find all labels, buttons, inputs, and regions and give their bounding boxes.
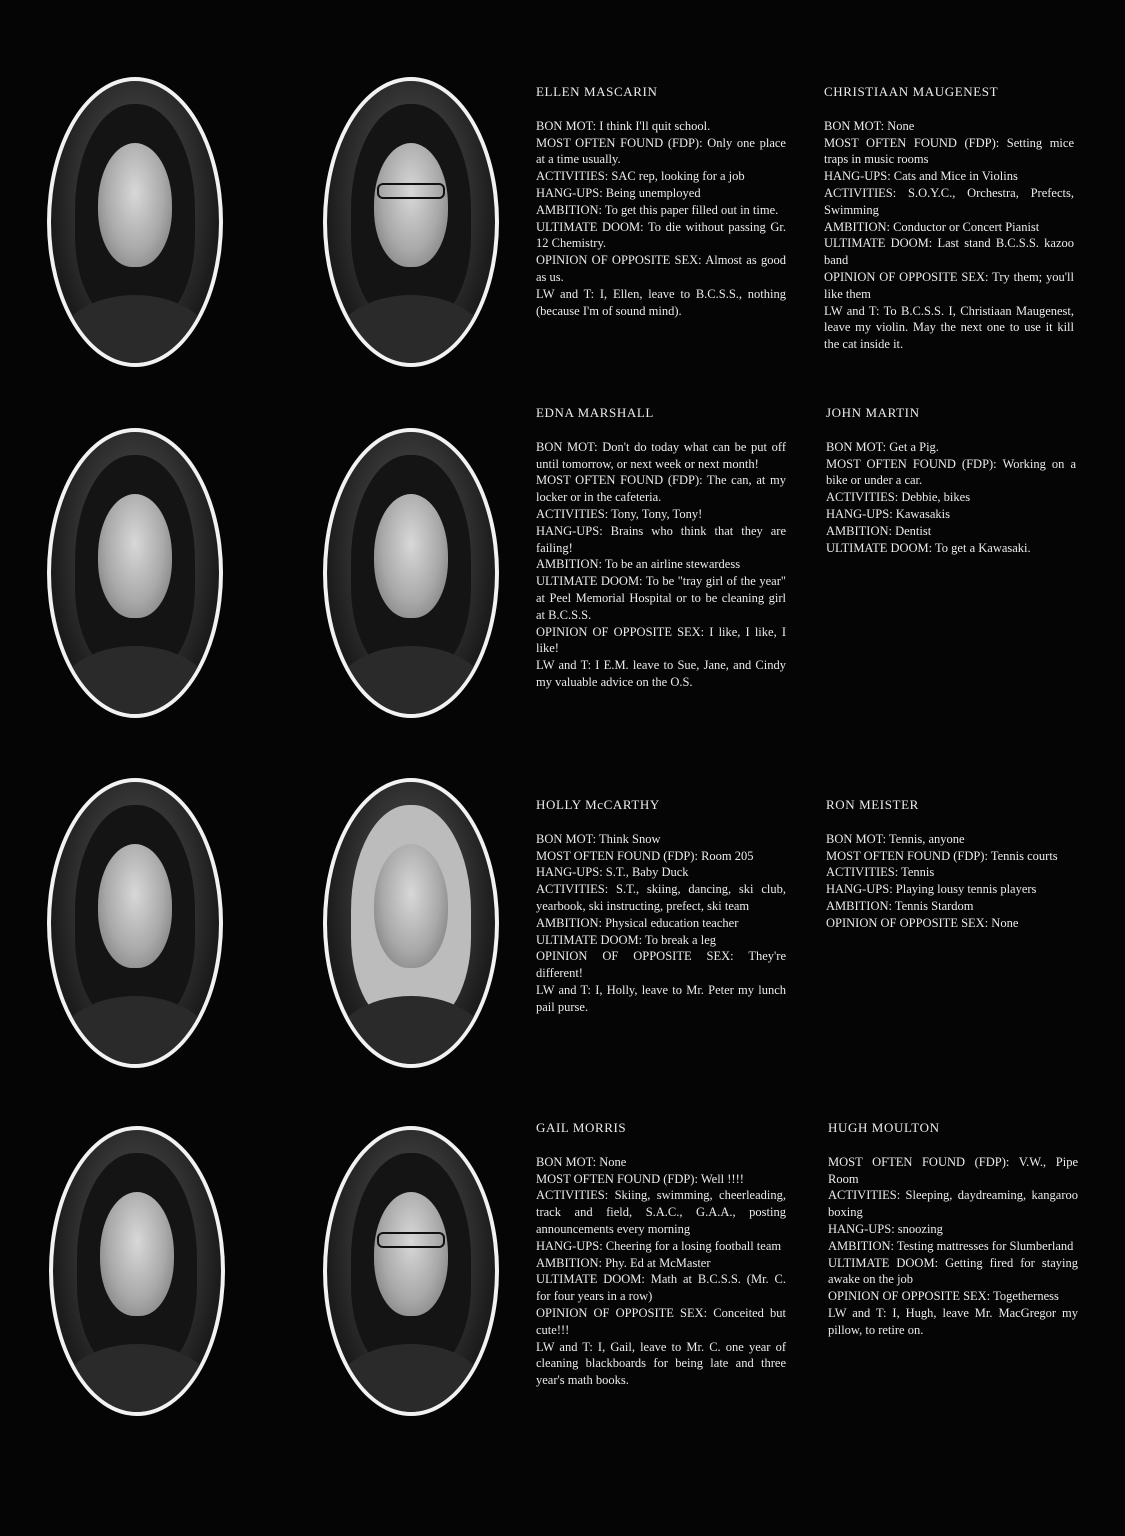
entry-line: LW and T: I, Hugh, leave Mr. MacGregor my pillow, to retire on. xyxy=(828,1305,1078,1337)
entry-line: HANG-UPS: Being unemployed xyxy=(536,185,701,200)
portrait-christiaan-maugenest xyxy=(323,77,499,367)
entry-line: BON MOT: None xyxy=(824,118,915,133)
entry-line: ACTIVITIES: Debbie, bikes xyxy=(826,490,971,505)
entry-line: ULTIMATE DOOM: To get a Kawasaki. xyxy=(826,540,1031,555)
entry-line: LW and T: I, Ellen, leave to B.C.S.S., nothing (because I'm of sound mind). xyxy=(536,286,786,318)
student-entry-holly-mccarthy xyxy=(536,797,786,1016)
student-entry-ellen-mascarin xyxy=(536,84,786,319)
portrait-edna-marshall xyxy=(47,428,223,718)
entry-line: ACTIVITIES: Tony, Tony, Tony! xyxy=(536,506,703,521)
entry-line: BON MOT: Get a Pig. xyxy=(826,439,939,454)
portrait-holly-mccarthy xyxy=(47,778,223,1068)
entry-line: ULTIMATE DOOM: Last stand B.C.S.S. kazoo band xyxy=(824,236,1074,268)
student-name: RON MEISTER xyxy=(826,797,919,812)
student-name: HOLLY McCARTHY xyxy=(536,797,660,812)
entry-line: ULTIMATE DOOM: To be "tray girl of the year" at Peel Memorial Hospital or to be cleaning girl at B.C.S.S. xyxy=(536,574,786,622)
entry-line: ACTIVITIES: S.O.Y.C., Orchestra, Prefects, Swimming xyxy=(824,185,1074,217)
entry-line: AMBITION: Dentist xyxy=(826,523,932,538)
student-entry-hugh-moulton xyxy=(828,1120,1078,1339)
entry-line: OPINION OF OPPOSITE SEX: Almost as good as us. xyxy=(536,253,786,284)
entry-line: AMBITION: Physical education teacher xyxy=(536,915,739,930)
portrait-ron-meister xyxy=(323,778,499,1068)
entry-line: BON MOT: Don't do today what can be put off until tomorrow, or next week or next month! xyxy=(536,439,786,471)
entry-line: OPINION OF OPPOSITE SEX: They're different! xyxy=(536,949,786,981)
entry-line: LW and T: I, Holly, leave to Mr. Peter my lunch pail purse. xyxy=(536,982,786,1014)
entry-line: BON MOT: Think Snow xyxy=(536,831,661,846)
student-entry-gail-morris xyxy=(536,1120,786,1389)
entry-line: MOST OFTEN FOUND (FDP): Tennis courts xyxy=(826,848,1058,863)
entry-line: AMBITION: Conductor or Concert Pianist xyxy=(824,219,1040,234)
entry-line: ULTIMATE DOOM: To break a leg xyxy=(536,932,716,947)
entry-line: ACTIVITIES: Tennis xyxy=(826,865,935,880)
entry-line: LW and T: I E.M. leave to Sue, Jane, and Cindy my valuable advice on the O.S. xyxy=(536,658,786,689)
entry-line: ULTIMATE DOOM: Getting fired for staying awake on the job xyxy=(828,1255,1078,1287)
student-entry-edna-marshall xyxy=(536,405,786,691)
portrait-john-martin xyxy=(323,428,499,718)
entry-line: ACTIVITIES: S.T., skiing, dancing, ski club, yearbook, ski instructing, prefect, ski team xyxy=(536,882,786,913)
student-name: GAIL MORRIS xyxy=(536,1120,627,1135)
entry-line: OPINION OF OPPOSITE SEX: Try them; you'll like them xyxy=(824,269,1074,301)
portrait-ellen-mascarin xyxy=(47,77,223,367)
entry-line: BON MOT: None xyxy=(536,1154,627,1169)
entry-line: ULTIMATE DOOM: Math at B.C.S.S. (Mr. C. for four years in a row) xyxy=(536,1272,786,1304)
entry-line: HANG-UPS: Cats and Mice in Violins xyxy=(824,169,1018,184)
entry-line: ACTIVITIES: SAC rep, looking for a job xyxy=(536,169,745,184)
entry-line: MOST OFTEN FOUND (FDP): Working on a bike or under a car. xyxy=(826,456,1076,488)
entry-line: BON MOT: I think I'll quit school. xyxy=(536,118,711,133)
student-name: HUGH MOULTON xyxy=(828,1120,940,1135)
entry-line: HANG-UPS: snoozing xyxy=(828,1221,943,1236)
entry-line: ACTIVITIES: Skiing, swimming, cheerleading, track and field, S.A.C., G.A.A., posting announcements every morning xyxy=(536,1188,786,1236)
entry-line: OPINION OF OPPOSITE SEX: Conceited but cute!!! xyxy=(536,1305,786,1337)
student-name: JOHN MARTIN xyxy=(826,405,920,420)
entry-line: HANG-UPS: S.T., Baby Duck xyxy=(536,865,689,880)
student-name: CHRISTIAAN MAUGENEST xyxy=(824,84,999,99)
entry-line: AMBITION: To be an airline stewardess xyxy=(536,557,741,572)
entry-line: ULTIMATE DOOM: To die without passing Gr. 12 Chemistry. xyxy=(536,219,786,251)
entry-line: LW and T: I, Gail, leave to Mr. C. one year of cleaning blackboards for being late and three year's math books. xyxy=(536,1339,786,1388)
entry-line: HANG-UPS: Kawasakis xyxy=(826,506,950,521)
entry-line: AMBITION: Testing mattresses for Slumberland xyxy=(828,1238,1074,1253)
entry-line: HANG-UPS: Playing lousy tennis players xyxy=(826,882,1037,897)
student-entry-christiaan-maugenest xyxy=(824,84,1074,353)
entry-line: MOST OFTEN FOUND (FDP): Well !!!! xyxy=(536,1171,744,1186)
entry-line: ACTIVITIES: Sleeping, daydreaming, kangaroo boxing xyxy=(828,1188,1078,1220)
entry-line: AMBITION: To get this paper filled out in time. xyxy=(536,202,779,217)
entry-line: MOST OFTEN FOUND (FDP): Setting mice traps in music rooms xyxy=(824,135,1074,167)
entry-line: AMBITION: Tennis Stardom xyxy=(826,898,974,913)
student-name: ELLEN MASCARIN xyxy=(536,84,658,99)
entry-line: AMBITION: Phy. Ed at McMaster xyxy=(536,1255,711,1270)
entry-line: MOST OFTEN FOUND (FDP): Room 205 xyxy=(536,848,754,863)
entry-line: OPINION OF OPPOSITE SEX: I like, I like, I like! xyxy=(536,624,786,656)
entry-line: HANG-UPS: Cheering for a losing football team xyxy=(536,1238,782,1253)
entry-line: MOST OFTEN FOUND (FDP): The can, at my locker or in the cafeteria. xyxy=(536,473,786,505)
entry-line: MOST OFTEN FOUND (FDP): V.W., Pipe Room xyxy=(828,1154,1078,1186)
portrait-hugh-moulton xyxy=(323,1126,499,1416)
portrait-gail-morris xyxy=(49,1126,225,1416)
entry-line: OPINION OF OPPOSITE SEX: Togetherness xyxy=(828,1289,1059,1304)
entry-line: LW and T: To B.C.S.S. I, Christiaan Maugenest, leave my violin. May the next one to use it kill the cat inside it. xyxy=(824,303,1074,352)
entry-line: BON MOT: Tennis, anyone xyxy=(826,831,965,846)
entry-line: MOST OFTEN FOUND (FDP): Only one place at a time usually. xyxy=(536,135,786,167)
entry-line: HANG-UPS: Brains who think that they are failing! xyxy=(536,523,786,555)
student-name: EDNA MARSHALL xyxy=(536,405,654,420)
student-entry-ron-meister xyxy=(826,797,1076,932)
student-entry-john-martin xyxy=(826,405,1076,556)
entry-line: OPINION OF OPPOSITE SEX: None xyxy=(826,915,1019,930)
